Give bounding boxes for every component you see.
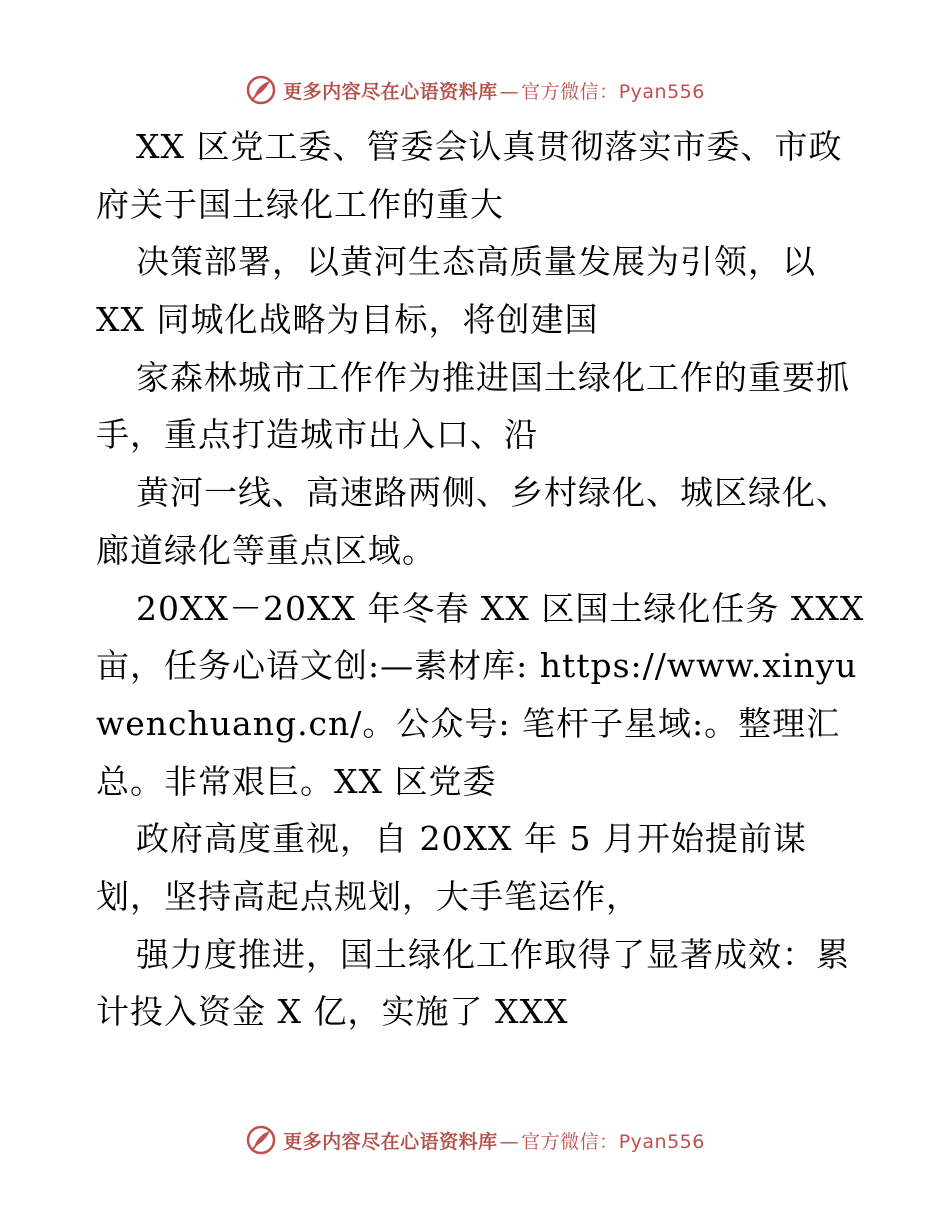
body-line: wenchuang.cn/。公众号: 笔杆子星域:。整理汇 bbox=[96, 703, 841, 743]
header-watermark bbox=[0, 70, 950, 110]
body-line: XX 区党工委、管委会认真贯彻落实市委、市政 bbox=[136, 127, 843, 166]
body-line: 家森林城市工作作为推进国土绿化工作的重要抓 bbox=[136, 357, 850, 397]
body-line: XX 同城化战略为目标，将创建国 bbox=[96, 300, 599, 340]
body-line: 决策部署，以黄河生态高质量发展为引领，以 bbox=[136, 242, 816, 282]
watermark-text: 更多内容尽在心语资料库 — 官方微信：Pyan556 bbox=[283, 1130, 705, 1153]
footer-watermark bbox=[0, 1120, 950, 1160]
document-body bbox=[96, 118, 865, 1041]
body-line: 划，坚持高起点规划，大手笔运作， bbox=[96, 876, 640, 916]
body-line: 手，重点打造城市出入口、沿 bbox=[96, 415, 538, 455]
watermark-text: 更多内容尽在心语资料库 — 官方微信：Pyan556 bbox=[283, 80, 705, 103]
body-line: 计投入资金 X 亿，实施了 XXX bbox=[96, 992, 569, 1032]
feather-logo-icon bbox=[245, 1124, 277, 1156]
body-line: 20XX－20XX 年冬春 XX 区国土绿化任务 XXX bbox=[136, 588, 865, 628]
feather-logo-icon bbox=[245, 74, 277, 106]
body-line: 亩，任务心语文创:—素材库: https://www.xinyu bbox=[96, 646, 858, 686]
body-line: 廊道绿化等重点区域。 bbox=[96, 530, 436, 570]
body-line: 政府高度重视，自 20XX 年 5 月开始提前谋 bbox=[136, 819, 807, 859]
body-line: 府关于国土绿化工作的重大 bbox=[96, 184, 504, 224]
body-line: 黄河一线、高速路两侧、乡村绿化、城区绿化、 bbox=[136, 473, 850, 513]
body-line: 总。非常艰巨。XX 区党委 bbox=[96, 761, 497, 801]
body-line: 强力度推进，国土绿化工作取得了显著成效：累 bbox=[136, 934, 850, 974]
